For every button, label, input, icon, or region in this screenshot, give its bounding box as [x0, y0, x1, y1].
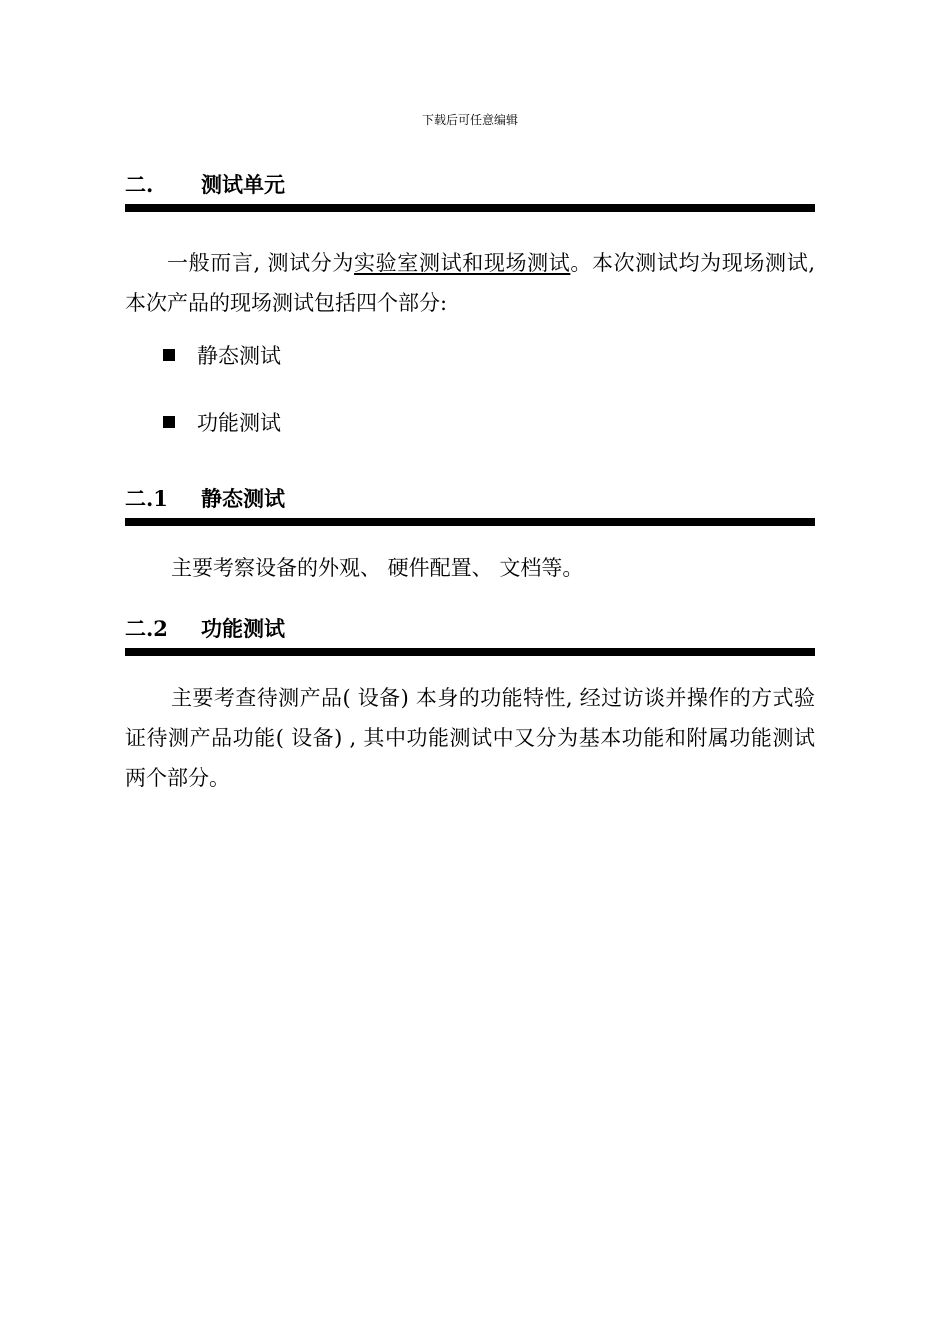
- static-test-paragraph: 主要考察设备的外观、 硬件配置、 文档等。: [171, 556, 584, 580]
- lab-field-test-link[interactable]: 实验室测试和现场测试: [354, 251, 571, 275]
- bullet-label: 静态测试: [197, 344, 281, 368]
- heading-title: 静态测试: [201, 486, 285, 511]
- intro-paragraph: [125, 243, 815, 323]
- heading-title: 测试单元: [201, 172, 285, 197]
- intro-text-after: 。本次测试均为现场测试, 本次产品的现场测试包括四个部分:: [125, 251, 815, 315]
- function-test-paragraph: 主要考查待测产品( 设备) 本身的功能特性, 经过访谈并操作的方式验证待测产品功能( 设备) , 其中功能测试中又分为基本功能和附属功能测试两个部分。: [125, 686, 815, 790]
- heading-number: 二.2: [125, 616, 168, 641]
- heading-bar: [125, 170, 815, 212]
- section-heading-function-test: [125, 614, 815, 656]
- heading-bar: [125, 484, 815, 526]
- section-heading-test-unit: [125, 170, 815, 212]
- bullet-label: 功能测试: [197, 411, 281, 435]
- page-header: 下载后可任意编辑: [421, 113, 518, 127]
- heading-bar: [125, 614, 815, 656]
- heading-number: 二.1: [125, 486, 168, 511]
- intro-text-before: 一般而言, 测试分为: [167, 251, 355, 275]
- square-bullet-icon: [163, 349, 175, 361]
- square-bullet-icon: [163, 416, 175, 428]
- bullet-item-static-test: [163, 341, 281, 371]
- bullet-item-function-test: [163, 408, 281, 438]
- heading-number: 二.: [125, 172, 154, 197]
- section-heading-static-test: [125, 484, 815, 526]
- heading-title: 功能测试: [201, 616, 285, 641]
